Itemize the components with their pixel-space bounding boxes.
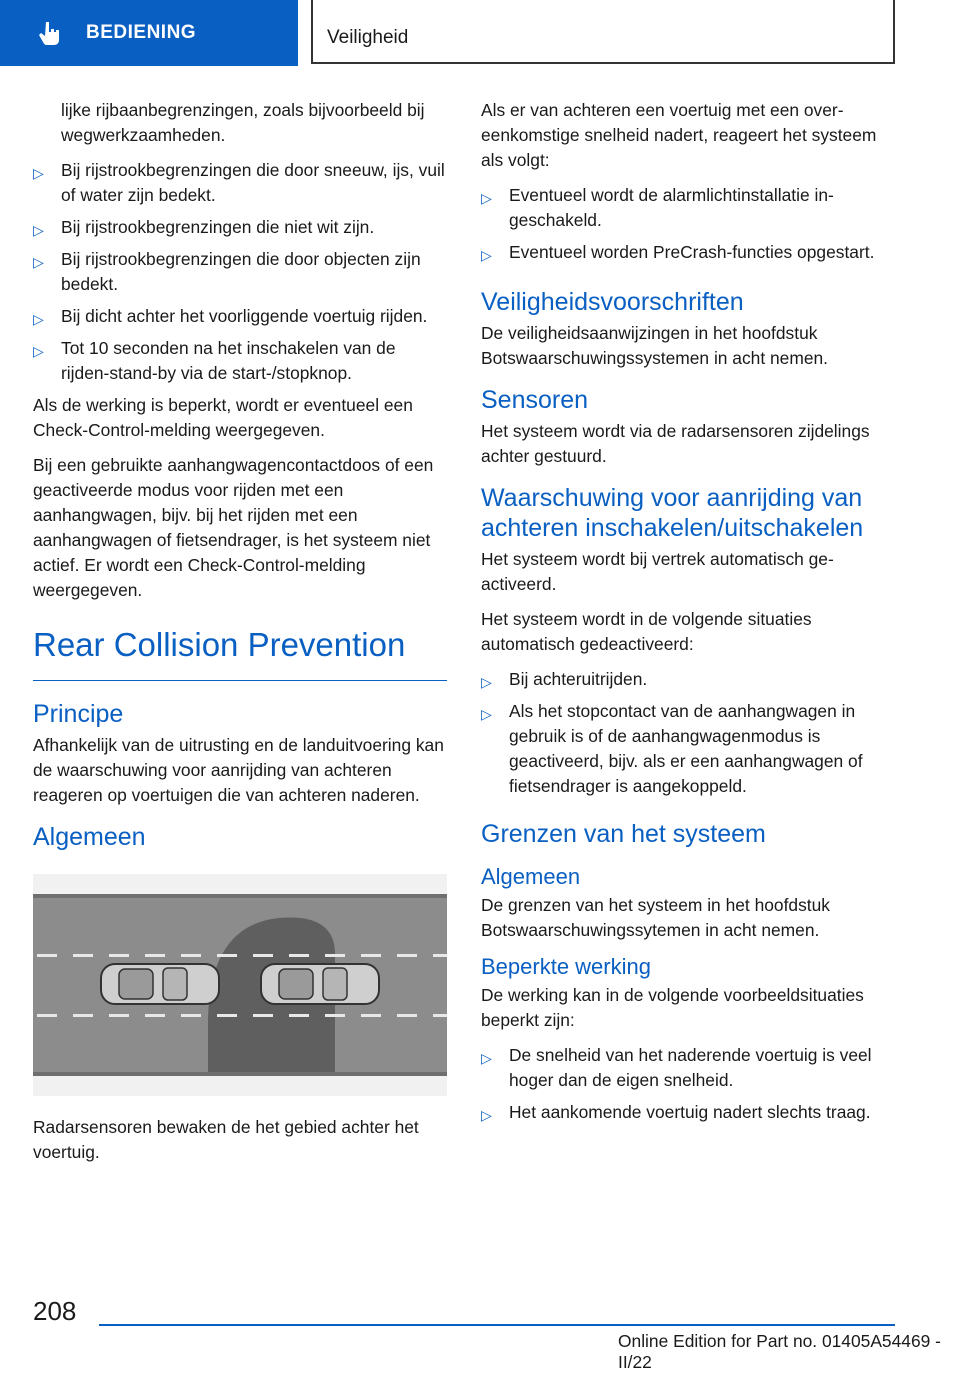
chapter-tab[interactable] xyxy=(0,0,298,66)
list-item: ▷ Tot 10 seconden na het inschakelen van de rijden-stand-by via de start-/stopknop. xyxy=(33,338,396,383)
list-item: ▷ Eventueel wordt de alarmlichtinstallatie ingeschakeld. xyxy=(481,185,834,230)
switch-text-2: Het systeem wordt in de volgende situaties automatisch gedeactiveerd: xyxy=(481,609,812,654)
section-tab xyxy=(311,0,895,64)
heading-limits: Grenzen van het systeem xyxy=(481,820,766,848)
paragraph-check-control: Als de werking is beperkt, wordt er eventueel een Check-Control-melding weergegeven. xyxy=(33,395,413,440)
triangle-bullet-icon: ▷ xyxy=(481,1107,492,1123)
limits-general-text: De grenzen van het systeem in het hoofdstuk Botswaarschuwingssytemen in acht nemen. xyxy=(481,895,830,940)
page-number: 208 xyxy=(33,1296,77,1326)
safety-text: De veiligheidsaanwijzingen in het hoofdstuk Botswaarschuwingssystemen in acht nemen. xyxy=(481,323,829,368)
sensors-text: Het systeem wordt via de radarsensoren zijdelings achter gestuurd. xyxy=(481,421,870,466)
heading-principe: Principe xyxy=(33,700,124,728)
illustration-caption: Radarsensoren bewaken de het gebied achter het voertuig. xyxy=(33,1117,419,1162)
header-bar xyxy=(0,0,960,66)
triangle-bullet-icon: ▷ xyxy=(33,311,44,327)
list-item: ▷ Bij achteruitrijden. xyxy=(481,667,895,692)
left-column xyxy=(33,98,447,1175)
heading-algemeen: Algemeen xyxy=(33,823,146,851)
limits-list xyxy=(33,158,447,386)
triangle-bullet-icon: ▷ xyxy=(481,706,492,722)
deactivation-list xyxy=(481,667,895,799)
right-column xyxy=(481,98,895,1132)
rear-car xyxy=(101,964,219,1004)
section-label: Veiligheid xyxy=(327,27,409,48)
list-item: ▷ Het aankomende voertuig nadert slechts traag. xyxy=(481,1100,895,1125)
footer-divider xyxy=(99,1324,895,1326)
list-item: ▷ Bij rijstrookbegrenzingen die door objecten zijn bedekt. xyxy=(33,249,421,294)
list-item: ▷ Eventueel worden PreCrash-functies opgestart. xyxy=(481,240,895,265)
hand-pointer-icon xyxy=(36,19,64,47)
heading-limits-general: Algemeen xyxy=(481,864,581,889)
triangle-bullet-icon: ▷ xyxy=(481,190,492,206)
list-item: ▷ De snelheid van het naderende voertuig is veel hoger dan de eigen snelheid. xyxy=(481,1045,872,1090)
radar-illustration xyxy=(33,874,447,1096)
heading-safety: Veiligheidsvoorschriften xyxy=(481,288,744,316)
triangle-bullet-icon: ▷ xyxy=(33,222,44,238)
own-car xyxy=(261,964,379,1004)
page-title: Rear Collision Prevention xyxy=(33,625,447,681)
reaction-list xyxy=(481,183,895,265)
triangle-bullet-icon: ▷ xyxy=(481,674,492,690)
triangle-bullet-icon: ▷ xyxy=(33,254,44,270)
intro-continuation: lijke rijbaanbegrenzingen, zoals bijvoorbeeld bij wegwerkzaamheden. xyxy=(61,100,425,145)
paragraph-trailer: Bij een gebruikte aanhangwagencontactdoos of een geactiveerde modus voor rijden met een aanhangwagen, bijv. bij het rijden met een aanhangwagen of fietsendrager, is het systeem niet actief. Er wordt een Check-Control-melding weergegeven. xyxy=(33,455,434,600)
switch-text-1: Het systeem wordt bij vertrek automatisch geactiveerd. xyxy=(481,549,834,594)
heading-switch: Waarschuwing voor aanrijding van achteren inschakelen/uitschakelen xyxy=(481,484,864,542)
list-item: ▷ Bij rijstrookbegrenzingen die niet wit zijn. xyxy=(33,215,447,240)
list-item: ▷ Bij dicht achter het voorliggende voertuig rijden. xyxy=(33,304,447,329)
chapter-label: BEDIENING xyxy=(86,22,197,43)
list-item: ▷ Als het stopcontact van de aanhangwagen in gebruik is of de aanhangwagenmodus is geactiveerd, bijv. als er een aanhangwagen of fietsendrager is aangekoppeld. xyxy=(481,701,863,796)
edition-note: Online Edition for Part no. 01405A54469 - II/22 xyxy=(618,1331,941,1372)
list-item: ▷ Bij rijstrookbegrenzingen die door sneeuw, ijs, vuil of water zijn bedekt. xyxy=(33,160,445,205)
triangle-bullet-icon: ▷ xyxy=(33,165,44,181)
triangle-bullet-icon: ▷ xyxy=(481,247,492,263)
triangle-bullet-icon: ▷ xyxy=(481,1050,492,1066)
limited-function-text: De werking kan in de volgende voorbeeldsituaties beperkt zijn: xyxy=(481,985,864,1030)
limited-list xyxy=(481,1043,895,1125)
heading-sensors: Sensoren xyxy=(481,386,589,414)
heading-limited-function: Beperkte werking xyxy=(481,954,651,979)
reaction-intro: Als er van achteren een voertuig met een overeenkomstige snelheid nadert, reageert het systeem als volgt: xyxy=(481,100,877,170)
triangle-bullet-icon: ▷ xyxy=(33,343,44,359)
principe-text: Afhankelijk van de uitrusting en de landuitvoering kan de waarschuwing voor aanrijding van achteren reageren op voertuigen die van achteren naderen. xyxy=(33,735,444,805)
